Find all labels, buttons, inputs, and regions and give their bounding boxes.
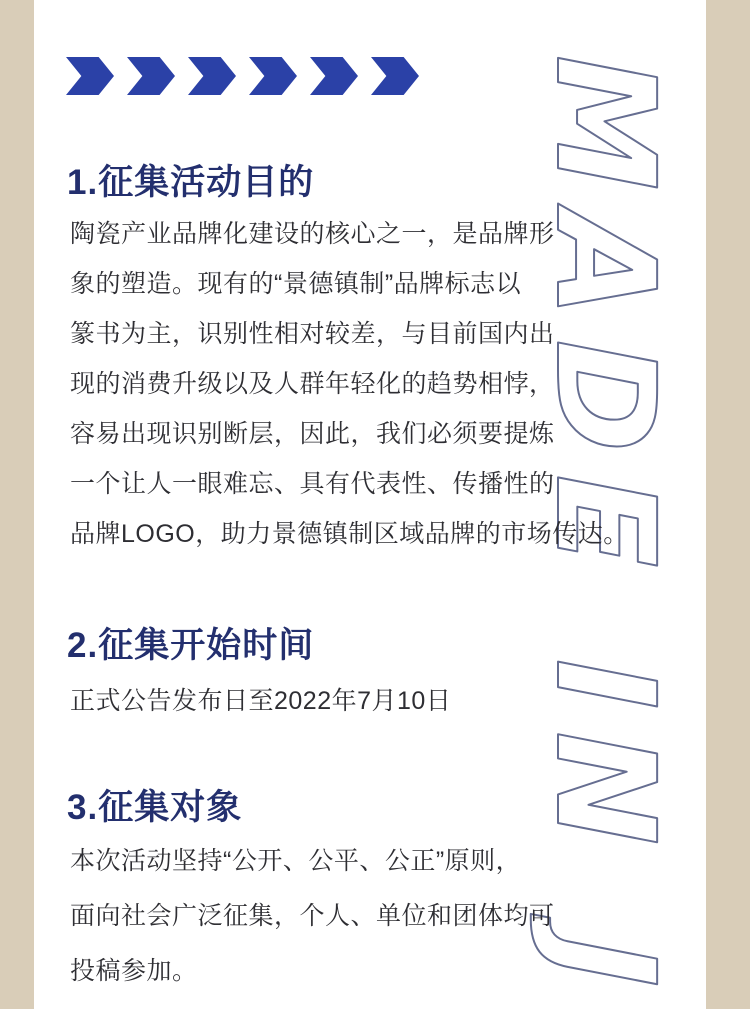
chevron-row <box>66 57 419 95</box>
section-2-paragraph <box>70 681 451 721</box>
chevron-right-icon <box>249 57 297 95</box>
paragraph-line: 现的消费升级以及人群年轻化的趋势相悖， <box>70 370 555 398</box>
watermark-text: MADE IN J <box>525 55 683 1009</box>
section-1-heading: 1.征集活动目的 <box>67 163 315 202</box>
paragraph-line: 本次活动坚持“公开、公平、公正”原则， <box>70 847 522 875</box>
right-border-strip <box>706 0 750 1009</box>
paragraph-line: 面向社会广泛征集，个人、单位和团体均可 <box>70 902 555 930</box>
section-2-heading: 2.征集开始时间 <box>67 626 315 665</box>
paragraph-line: 篆书为主，识别性相对较差，与目前国内出 <box>70 320 555 348</box>
section-1-paragraph <box>70 209 629 559</box>
left-border-strip <box>0 0 34 1009</box>
paragraph-line: 一个让人一眼难忘、具有代表性、传播性的 <box>70 470 555 498</box>
section-3-paragraph <box>70 834 555 999</box>
paragraph-line: 容易出现识别断层，因此，我们必须要提炼 <box>70 420 555 448</box>
paragraph-line: 品牌LOGO，助力景德镇制区域品牌的市场传达。 <box>70 520 629 548</box>
paragraph-line: 投稿参加。 <box>70 957 198 985</box>
paragraph-line: 象的塑造。现有的“景德镇制”品牌标志以 <box>70 270 522 298</box>
chevron-right-icon <box>371 57 419 95</box>
chevron-right-icon <box>310 57 358 95</box>
chevron-right-icon <box>188 57 236 95</box>
paragraph-line: 陶瓷产业品牌化建设的核心之一，是品牌形 <box>70 220 555 248</box>
chevron-right-icon <box>66 57 114 95</box>
paragraph-line: 正式公告发布日至2022年7月10日 <box>70 687 452 715</box>
chevron-right-icon <box>127 57 175 95</box>
section-3-heading: 3.征集对象 <box>67 788 243 827</box>
